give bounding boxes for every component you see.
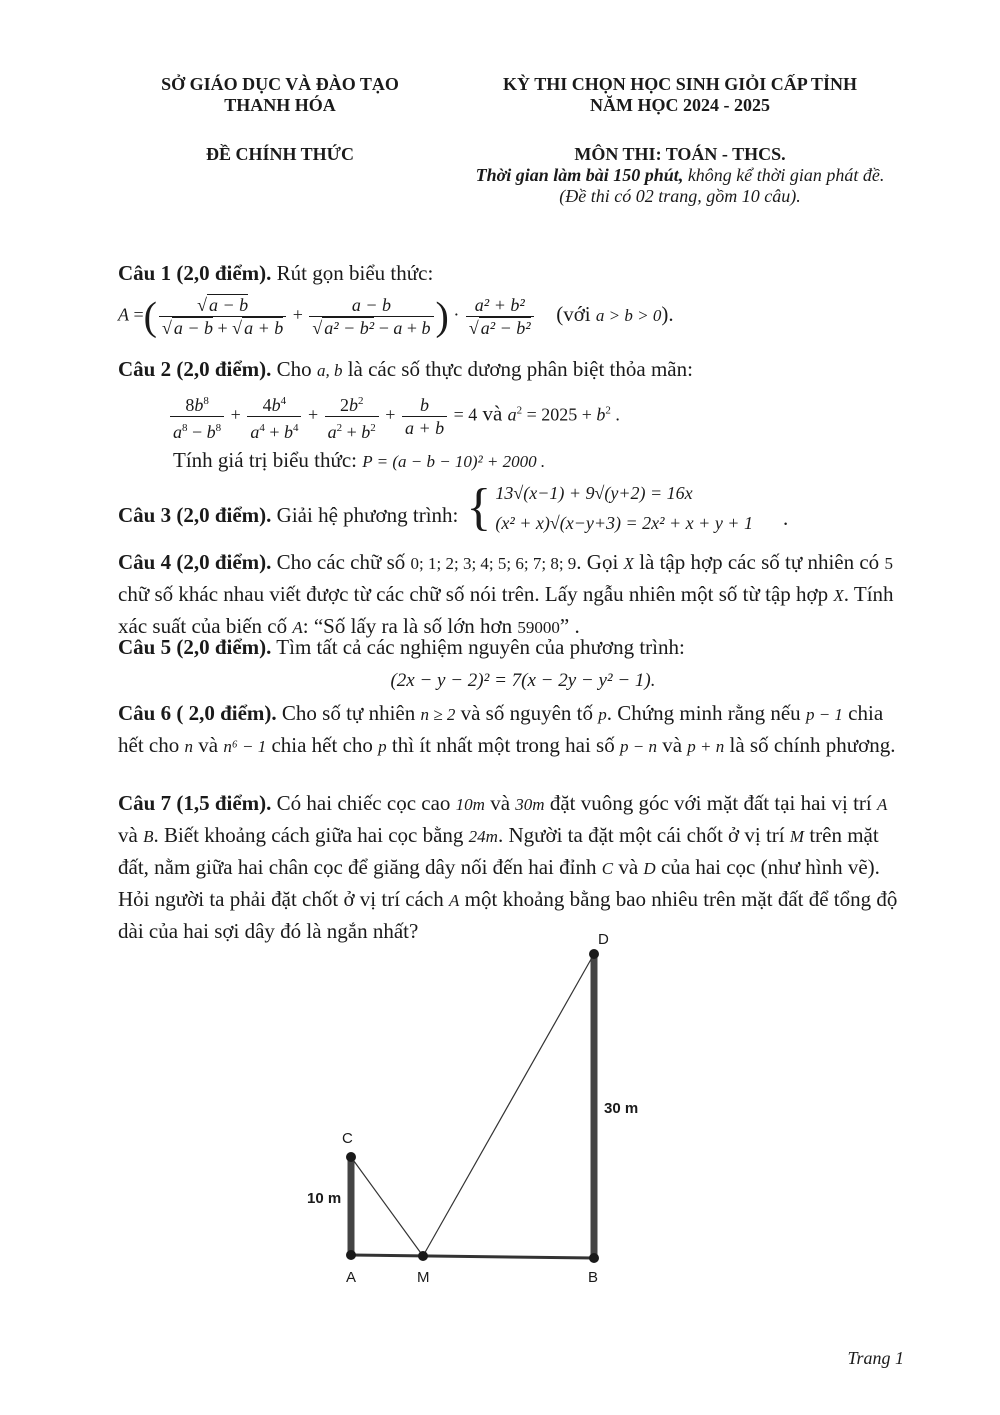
time-rest: không kể thời gian phát đề. (683, 165, 885, 185)
q2-condition: $\frac{8b^8}{a^8 - b^8}$ + $\frac{4b^4}{a^4 + b^4}$ + $\frac{2b^2}{a^2 + b^2}$ + $\frac{b}{a + b}$ = 4 và $a^2 = 2025 + b^2$ . (168, 390, 908, 443)
q4-set-X-2: X (833, 586, 844, 605)
point-b (589, 1253, 599, 1263)
q7-t10: một khoảng bằng bao nhiêu trên mặt đất để tổng độ dài của hai sợi dây đó là ngắn nhất? (118, 887, 898, 943)
wire-cm (351, 1157, 423, 1256)
q1-cond-suffix: ). (661, 301, 674, 326)
q6-t1: Cho số tự nhiên (276, 701, 421, 725)
q6-t8: và (656, 733, 688, 757)
q2-and: và (477, 401, 508, 426)
q7-t7: trên mặt đất, nằm giữa hai chân cọc để giăng dây nối đến hai đỉnh (118, 823, 879, 879)
q1-text: Rút gọn biểu thức: (271, 261, 434, 285)
question-3: Câu 3 (2,0 điểm). Giải hệ phương trình: { 13√(x−1) + 9√(y+2) = 16x (x² + x)√(x−y+3) = 2x² + x + y + 1 . (118, 479, 789, 536)
q1-cond-prefix: (với (556, 301, 596, 326)
q7-m5: 24m (468, 827, 498, 846)
q6-m4: n (184, 737, 193, 756)
point-a (346, 1250, 356, 1260)
q4-text6: : “Số lấy ra là số lớn hơn (302, 614, 518, 638)
label-d: D (598, 931, 609, 948)
q1-cond-math: a > b > 0 (595, 305, 662, 325)
question-5 (118, 632, 908, 696)
q7-m4: B (143, 827, 154, 846)
question-4 (118, 547, 908, 643)
q7-t4: và (118, 823, 144, 847)
q6-m8: p + n (687, 737, 725, 756)
q7-m2: 30m (515, 795, 545, 814)
exam-info (460, 144, 900, 207)
q6-t7: thì ít nhất một trong hai số (386, 733, 620, 757)
label-m: M (417, 1269, 430, 1286)
q2-text2: là các số thực dương phân biệt thỏa mãn: (342, 357, 693, 381)
label-b: B (588, 1269, 599, 1286)
q7-t9: của hai cọc (như hình vẽ). Hỏi người ta phải đặt chốt ở vị trí cách (118, 855, 880, 911)
q6-m1: n ≥ 2 (420, 705, 456, 724)
question-1 (118, 258, 908, 339)
q6-t3: . Chứng minh rằng nếu (606, 701, 806, 725)
q5-title: Câu 5 (2,0 điểm). (118, 635, 272, 659)
label-c: C (342, 1130, 353, 1147)
q6-t9: là số chính phương. (724, 733, 896, 757)
q2-title: Câu 2 (2,0 điểm). (118, 357, 272, 381)
q3-text: Giải hệ phương trình: (271, 503, 459, 527)
q4-text2: . Gọi (576, 550, 624, 574)
pages-note: (Đề thi có 02 trang, gồm 10 câu). (559, 186, 801, 206)
q7-m7: C (601, 859, 614, 878)
q2-compute: Tính giá trị biểu thức: (173, 448, 363, 472)
length-short: 10 m (307, 1190, 342, 1207)
page-number: Trang 1 (847, 1348, 904, 1368)
q4-number: 59000 (517, 618, 560, 637)
official-label: ĐỀ CHÍNH THỨC (205, 144, 355, 164)
q5-equation: (2x − y − 2)² = 7(x − 2y − y² − 1). (390, 670, 656, 691)
question-2 (118, 354, 908, 477)
wire-dm (423, 954, 594, 1256)
q6-t5: và (192, 733, 224, 757)
q4-text7: ” . (559, 614, 580, 638)
q2-expr: P = (a − b − 10)² + 2000 . (362, 452, 546, 471)
point-c (346, 1152, 356, 1162)
q7-m9: A (449, 891, 460, 910)
q7-t8: và (613, 855, 644, 879)
q6-m6: p (378, 737, 387, 756)
q4-text1: Cho các chữ số (271, 550, 411, 574)
q2-text1: Cho (271, 357, 317, 381)
exam-line-1: KỲ THI CHỌN HỌC SINH GIỎI CẤP TỈNH (503, 74, 857, 94)
q4-event-A: A (292, 618, 303, 637)
q4-set-X: X (623, 554, 634, 573)
q7-t2: và (484, 791, 516, 815)
q6-t2: và số nguyên tố (455, 701, 599, 725)
q6-m5: n⁶ − 1 (223, 737, 267, 756)
q4-title: Câu 4 (2,0 điểm). (118, 550, 272, 574)
point-d (589, 949, 599, 959)
q7-m1: 10m (455, 795, 485, 814)
length-tall: 30 m (604, 1100, 639, 1117)
q6-title: Câu 6 ( 2,0 điểm). (118, 701, 277, 725)
q6-m7: p − n (619, 737, 657, 756)
question-6 (118, 698, 908, 762)
q4-text3: là tập hợp các số tự nhiên có (633, 550, 885, 574)
q6-m3: p − 1 (805, 705, 843, 724)
label-a: A (346, 1269, 357, 1286)
q7-m3: A (877, 795, 888, 814)
q5-text: Tìm tất cả các nghiệm nguyên của phương trình: (271, 635, 685, 659)
q3-eq1: 13√(x−1) + 9√(y+2) = 16x (495, 483, 693, 503)
point-m (418, 1251, 428, 1261)
q7-m6: M (789, 827, 805, 846)
exam-line-2: NĂM HỌC 2024 - 2025 (590, 95, 770, 115)
q7-title: Câu 7 (1,5 điểm). (118, 791, 272, 815)
q3-title: Câu 3 (2,0 điểm). (118, 503, 272, 527)
q7-t3: đặt vuông góc với mặt đất tại hai vị trí (544, 791, 878, 815)
q6-t6: chia hết cho (266, 733, 379, 757)
dept-line-1: SỞ GIÁO DỤC VÀ ĐÀO TẠO (161, 74, 399, 94)
q4-text4: chữ số khác nhau viết được từ các chữ số nói trên. Lấy ngẫu nhiên một số từ tập hợp (118, 582, 834, 606)
q6-t4: chia hết cho (118, 701, 884, 757)
q4-digits: 0; 1; 2; 3; 4; 5; 6; 7; 8; 9 (410, 554, 577, 573)
q1-title: Câu 1 (2,0 điểm). (118, 261, 272, 285)
q7-m8: D (643, 859, 656, 878)
q7-t1: Có hai chiếc cọc cao (271, 791, 456, 815)
subject: MÔN THI: TOÁN - THCS. (574, 144, 786, 164)
q6-m2: p (598, 705, 607, 724)
header-exam (460, 74, 900, 116)
header-department (130, 74, 430, 116)
ground-line (351, 1255, 594, 1258)
dept-line-2: THANH HÓA (224, 95, 336, 115)
q1-formula: A =( $\frac{√ a - b}{√ a - b + √ a + b}$ + $\frac{a - b}{\text{√ a² − b² − a + b}}$ ) · $\frac{\text{a² + b²}}{\text{√ a² − b²}}$ (với a > b > 0). (118, 293, 674, 339)
q7-t6: . Người ta đặt một cái chốt ở vị trí (497, 823, 790, 847)
q3-eq2: (x² + x)√(x−y+3) = 2x² + x + y + 1 (495, 513, 753, 533)
q4-text5: . Tính xác suất của biến cố (118, 582, 894, 638)
q4-five: 5 (884, 554, 893, 573)
time-bold: Thời gian làm bài 150 phút, (475, 165, 684, 185)
q7-t5: . Biết khoảng cách giữa hai cọc bằng (153, 823, 469, 847)
q2-vars: a, b (316, 361, 343, 380)
question-7 (118, 788, 908, 946)
